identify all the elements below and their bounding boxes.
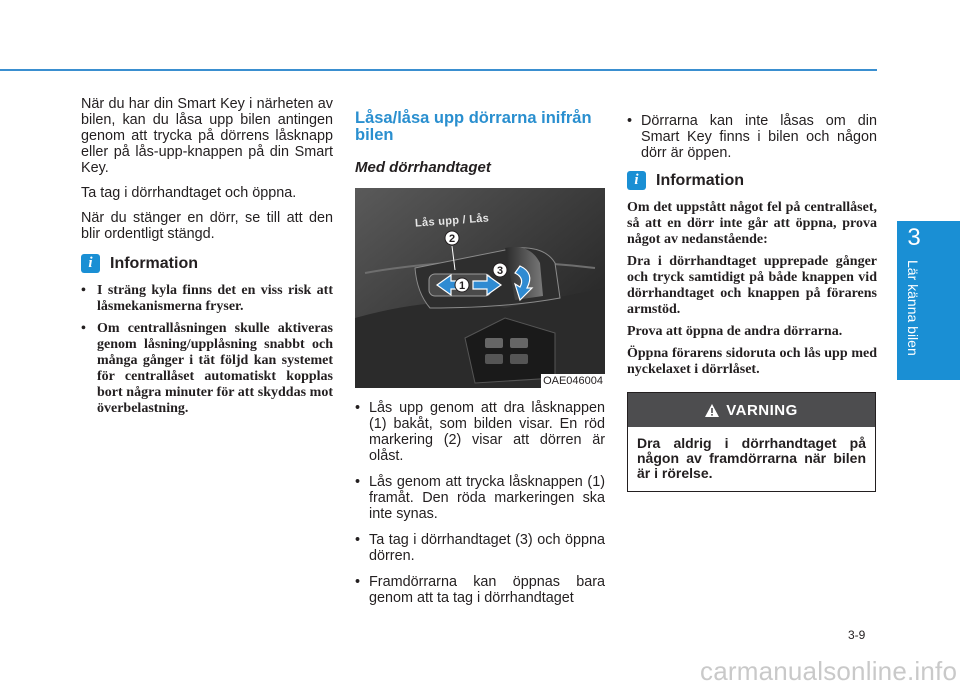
warning-box [627, 392, 876, 492]
note-list [627, 113, 877, 161]
paragraph: Ta tag i dörrhandtaget och öppna. [81, 185, 297, 201]
list-item: • Lås genom att trycka låsknappen (1) framåt. Den röda markeringen ska inte synas. [355, 474, 605, 522]
info-paragraph: Prova att öppna de andra dörrarna. [627, 324, 843, 339]
paragraph: När du stänger en dörr, se till att den blir ordentligt stängd. [81, 210, 333, 242]
page-number: 3-9 [848, 628, 866, 642]
list-item: • Dörrarna kan inte låsas om din Smart Key finns i bilen och någon dörr är öppen. [627, 113, 877, 161]
figure-label: Lås upp / Lås [414, 212, 490, 230]
info-paragraph: Dra i dörrhandtaget upprepade gånger och tryck samtidigt på både knappen vid dörrhandtaget och knappen på förarens armstöd. [627, 254, 877, 317]
info-list [81, 283, 333, 417]
info-heading [627, 171, 877, 190]
list-item: • Framdörrarna kan öppnas bara genom att ta tag i dörrhandtaget [355, 574, 605, 606]
list-item: • Lås upp genom att dra låsknappen (1) bakåt, som bilden visar. En röd markering (2) visar att dörren är olåst. [355, 400, 605, 464]
top-rule [0, 69, 877, 71]
sub-title: Med dörrhandtaget [355, 159, 491, 176]
info-title: Information [656, 171, 744, 189]
figure-code: OAE046004 [543, 375, 603, 387]
list-item: • Om centrallåsningen skulle aktiveras genom låsning/upplåsning snabbt och många gånger i tät följd kan systemet för centrallåset automatiskt kopplas bort några minuter för att skyddas mot överbelastning. [81, 321, 333, 417]
info-heading [81, 254, 333, 273]
info-title: Information [110, 254, 198, 272]
chapter-title: Lär känna bilen [905, 260, 921, 356]
warning-title: VARNING [726, 401, 798, 419]
callout-3: 3 [496, 265, 504, 277]
paragraph: När du har din Smart Key i närheten av bilen, kan du låsa upp bilen antingen genom att trycka på dörrens låsknapp eller på lås-upp-knappen på din Smart Key. [81, 96, 333, 176]
watermark: carmanualsonline.info [700, 656, 958, 686]
instruction-list [355, 400, 605, 606]
warning-header [628, 393, 875, 427]
callout-2: 2 [448, 233, 456, 245]
column-middle [355, 110, 605, 616]
info-paragraph: Öppna förarens sidoruta och lås upp med nyckelaxet i dörrlåset. [627, 346, 877, 377]
door-handle-figure [355, 188, 605, 388]
info-paragraph: Om det uppstått något fel på centrallåset, så att en dörr inte går att öppna, prova något av nedanstående: [627, 200, 877, 247]
chapter-number: 3 [907, 224, 921, 251]
info-icon: i [81, 254, 100, 273]
column-right [627, 113, 877, 378]
list-item: • Ta tag i dörrhandtaget (3) och öppna dörren. [355, 532, 605, 564]
column-left [81, 96, 333, 423]
list-item: • I sträng kyla finns det en viss risk att låsmekanismerna fryser. [81, 283, 333, 315]
warning-text: Dra aldrig i dörrhandtaget på någon av framdörrarna när bilen är i rörelse. [637, 435, 866, 481]
info-icon: i [627, 171, 646, 190]
callout-1: 1 [458, 280, 466, 292]
section-title: Låsa/låsa upp dörrarna inifrån bilen [355, 109, 592, 144]
warning-triangle-icon [705, 404, 719, 417]
